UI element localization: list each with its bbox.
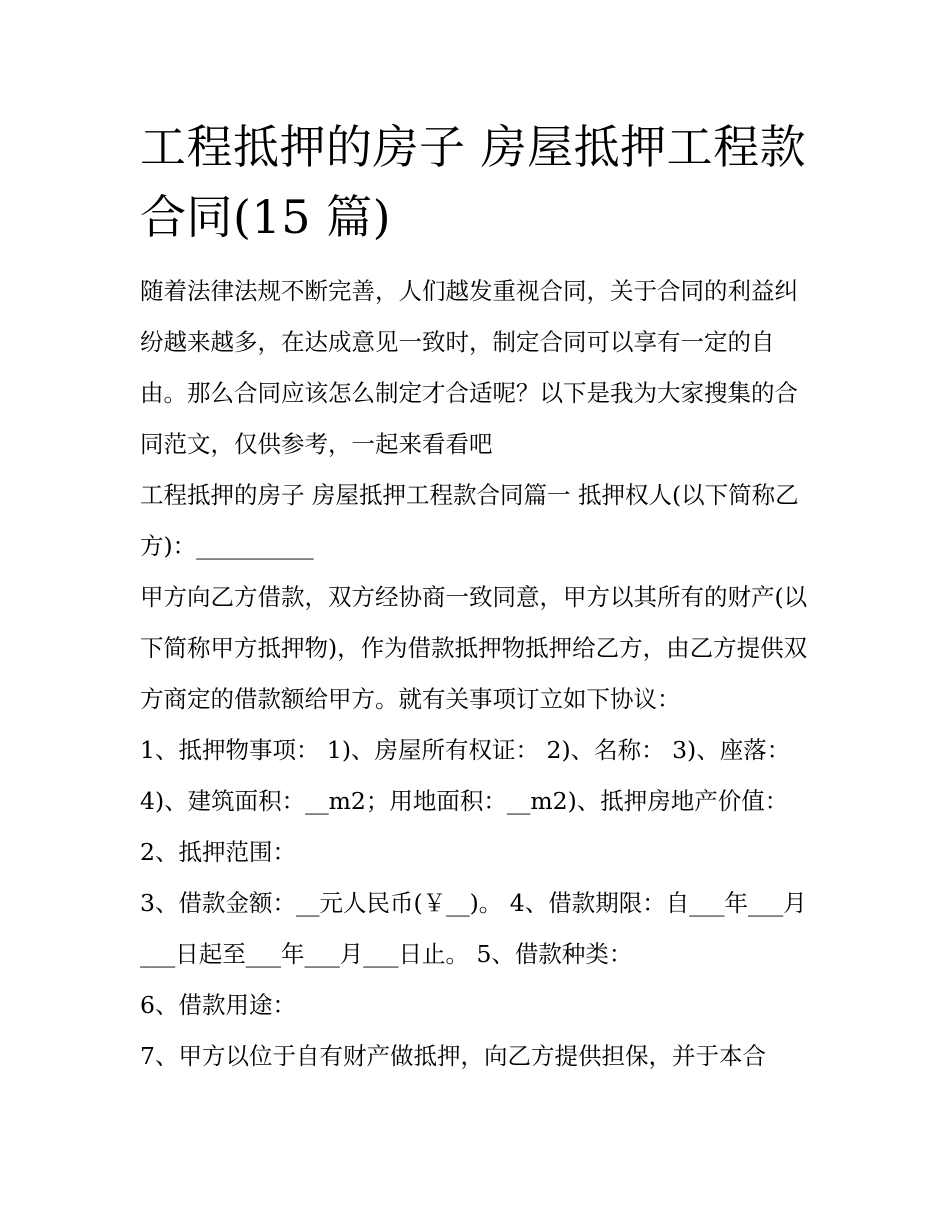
document-body <box>140 112 812 1082</box>
document-title: 工程抵押的房子 房屋抵押工程款合同(15 篇) <box>140 120 807 244</box>
clause-purpose-paragraph: 6、借款用途： <box>140 991 296 1019</box>
contract-heading-paragraph: 工程抵押的房子 房屋抵押工程款合同篇一 抵押权人(以下简称乙方)：__________ <box>140 481 799 560</box>
clause-amount-term-paragraph: 3、借款金额：__元人民币(￥__)。 4、借款期限：自___年___月___日起至___年___月___日止。 5、借款种类： <box>140 889 807 968</box>
clause-collateral-paragraph: 1、抵押物事项： 1)、房屋所有权证： 2)、名称： 3)、座落： 4)、建筑面积：__m2；用地面积：__m2)、抵押房地产价值： 2、抵押范围： <box>140 736 791 866</box>
loan-agreement-paragraph: 甲方向乙方借款，双方经协商一致同意，甲方以其所有的财产(以下简称甲方抵押物)，作为借款抵押物抵押给乙方，由乙方提供双方商定的借款额给甲方。就有关事项订立如下协议： <box>140 583 808 713</box>
intro-paragraph: 随着法律法规不断完善，人们越发重视合同，关于合同的利益纠纷越来越多，在达成意见一致时，制定合同可以享有一定的自由。那么合同应该怎么制定才合适呢？以下是我为大家搜集的合同范文，仅供参考，一起来看看吧 <box>140 277 798 458</box>
clause-guarantee-paragraph: 7、甲方以位于自有财产做抵押，向乙方提供担保，并于本合 <box>140 1042 766 1070</box>
